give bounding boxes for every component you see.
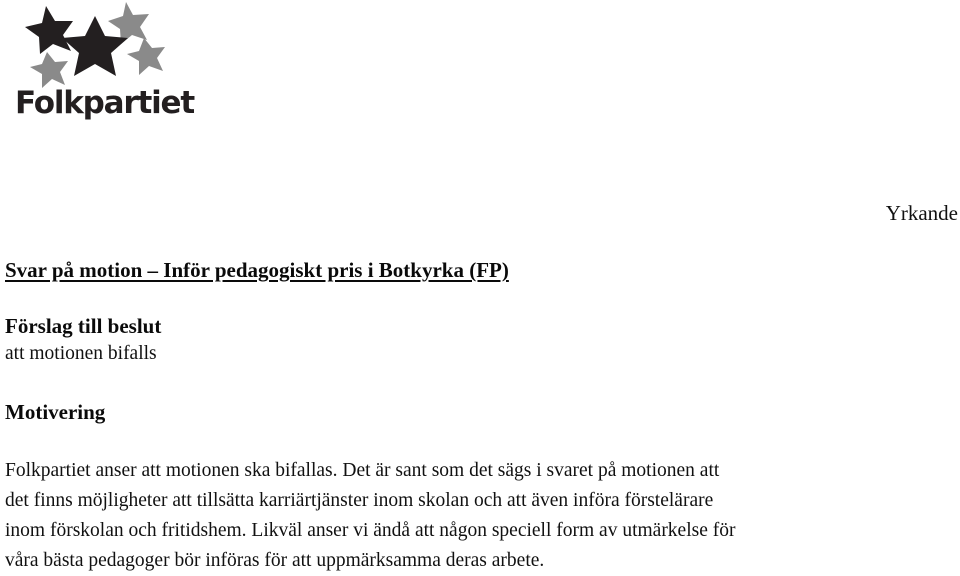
document-title: Svar på motion – Inför pedagogiskt pris i Botkyrka (FP) (5, 258, 509, 282)
logo-wordmark: Folkpartiet (15, 85, 194, 121)
document-type-label: Yrkande (885, 201, 958, 225)
proposal-text: att motionen bifalls (5, 343, 157, 364)
stars-logo-icon (22, 2, 172, 90)
motivation-line: Folkpartiet anser att motionen ska bifallas. Det är sant som det sägs i svaret på motionen att (5, 460, 720, 481)
folkpartiet-logo (14, 2, 194, 130)
motivation-line: det finns möjligheter att tillsätta karriärtjänster inom skolan och att även införa förstelärare (5, 490, 714, 511)
motivation-line: våra bästa pedagoger bör införas för att uppmärksamma deras arbete. (5, 550, 545, 571)
motivation-line: inom förskolan och fritidshem. Likväl anser vi ändå att någon speciell form av utmärkelse för (5, 520, 736, 541)
proposal-heading: Förslag till beslut (5, 314, 162, 338)
motivation-heading: Motivering (5, 400, 106, 424)
motivation-paragraph (5, 456, 960, 576)
